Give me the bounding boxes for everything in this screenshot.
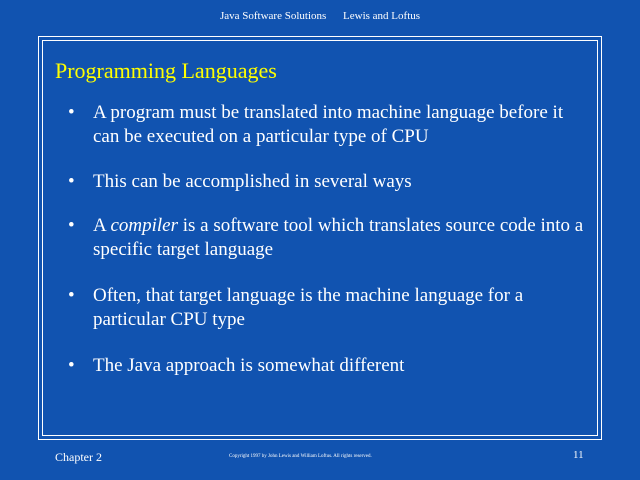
bullet-text-suffix: is a software tool which translates source code into a specific target language — [93, 215, 584, 260]
bullet-dot: • — [68, 355, 75, 376]
bullet-item — [68, 214, 588, 262]
bullet-item — [68, 354, 588, 378]
page-number: 11 — [573, 449, 584, 461]
book-title: Java Software Solutions — [219, 10, 327, 22]
bullet-text-prefix: A — [93, 215, 111, 236]
bullet-dot: • — [68, 171, 75, 192]
bullet-item — [68, 284, 588, 332]
bullet-dot: • — [68, 215, 75, 236]
bullet-text — [93, 215, 583, 260]
slide-title: Programming Languages — [55, 58, 277, 83]
bullet-item — [68, 101, 588, 149]
bullet-text: This can be accomplished in several ways — [93, 171, 412, 192]
bullet-text: A program must be translated into machine language before it can be executed on a particular type of CPU — [93, 102, 564, 147]
bullet-text: The Java approach is somewhat different — [93, 355, 405, 376]
chapter-label: Chapter 2 — [55, 450, 102, 464]
authors: Lewis and Loftus — [343, 10, 421, 22]
copyright-notice: Copyright 1997 by John Lewis and William Loftus. All rights reserved. — [229, 454, 372, 459]
emphasized-term: compiler — [110, 215, 178, 236]
bullet-text: Often, that target language is the machine language for a particular CPU type — [93, 285, 524, 330]
slide-header — [0, 10, 640, 22]
bullet-item — [68, 170, 588, 194]
bullet-dot: • — [68, 102, 75, 123]
bullet-dot: • — [68, 285, 75, 306]
bullet-list — [68, 101, 588, 378]
